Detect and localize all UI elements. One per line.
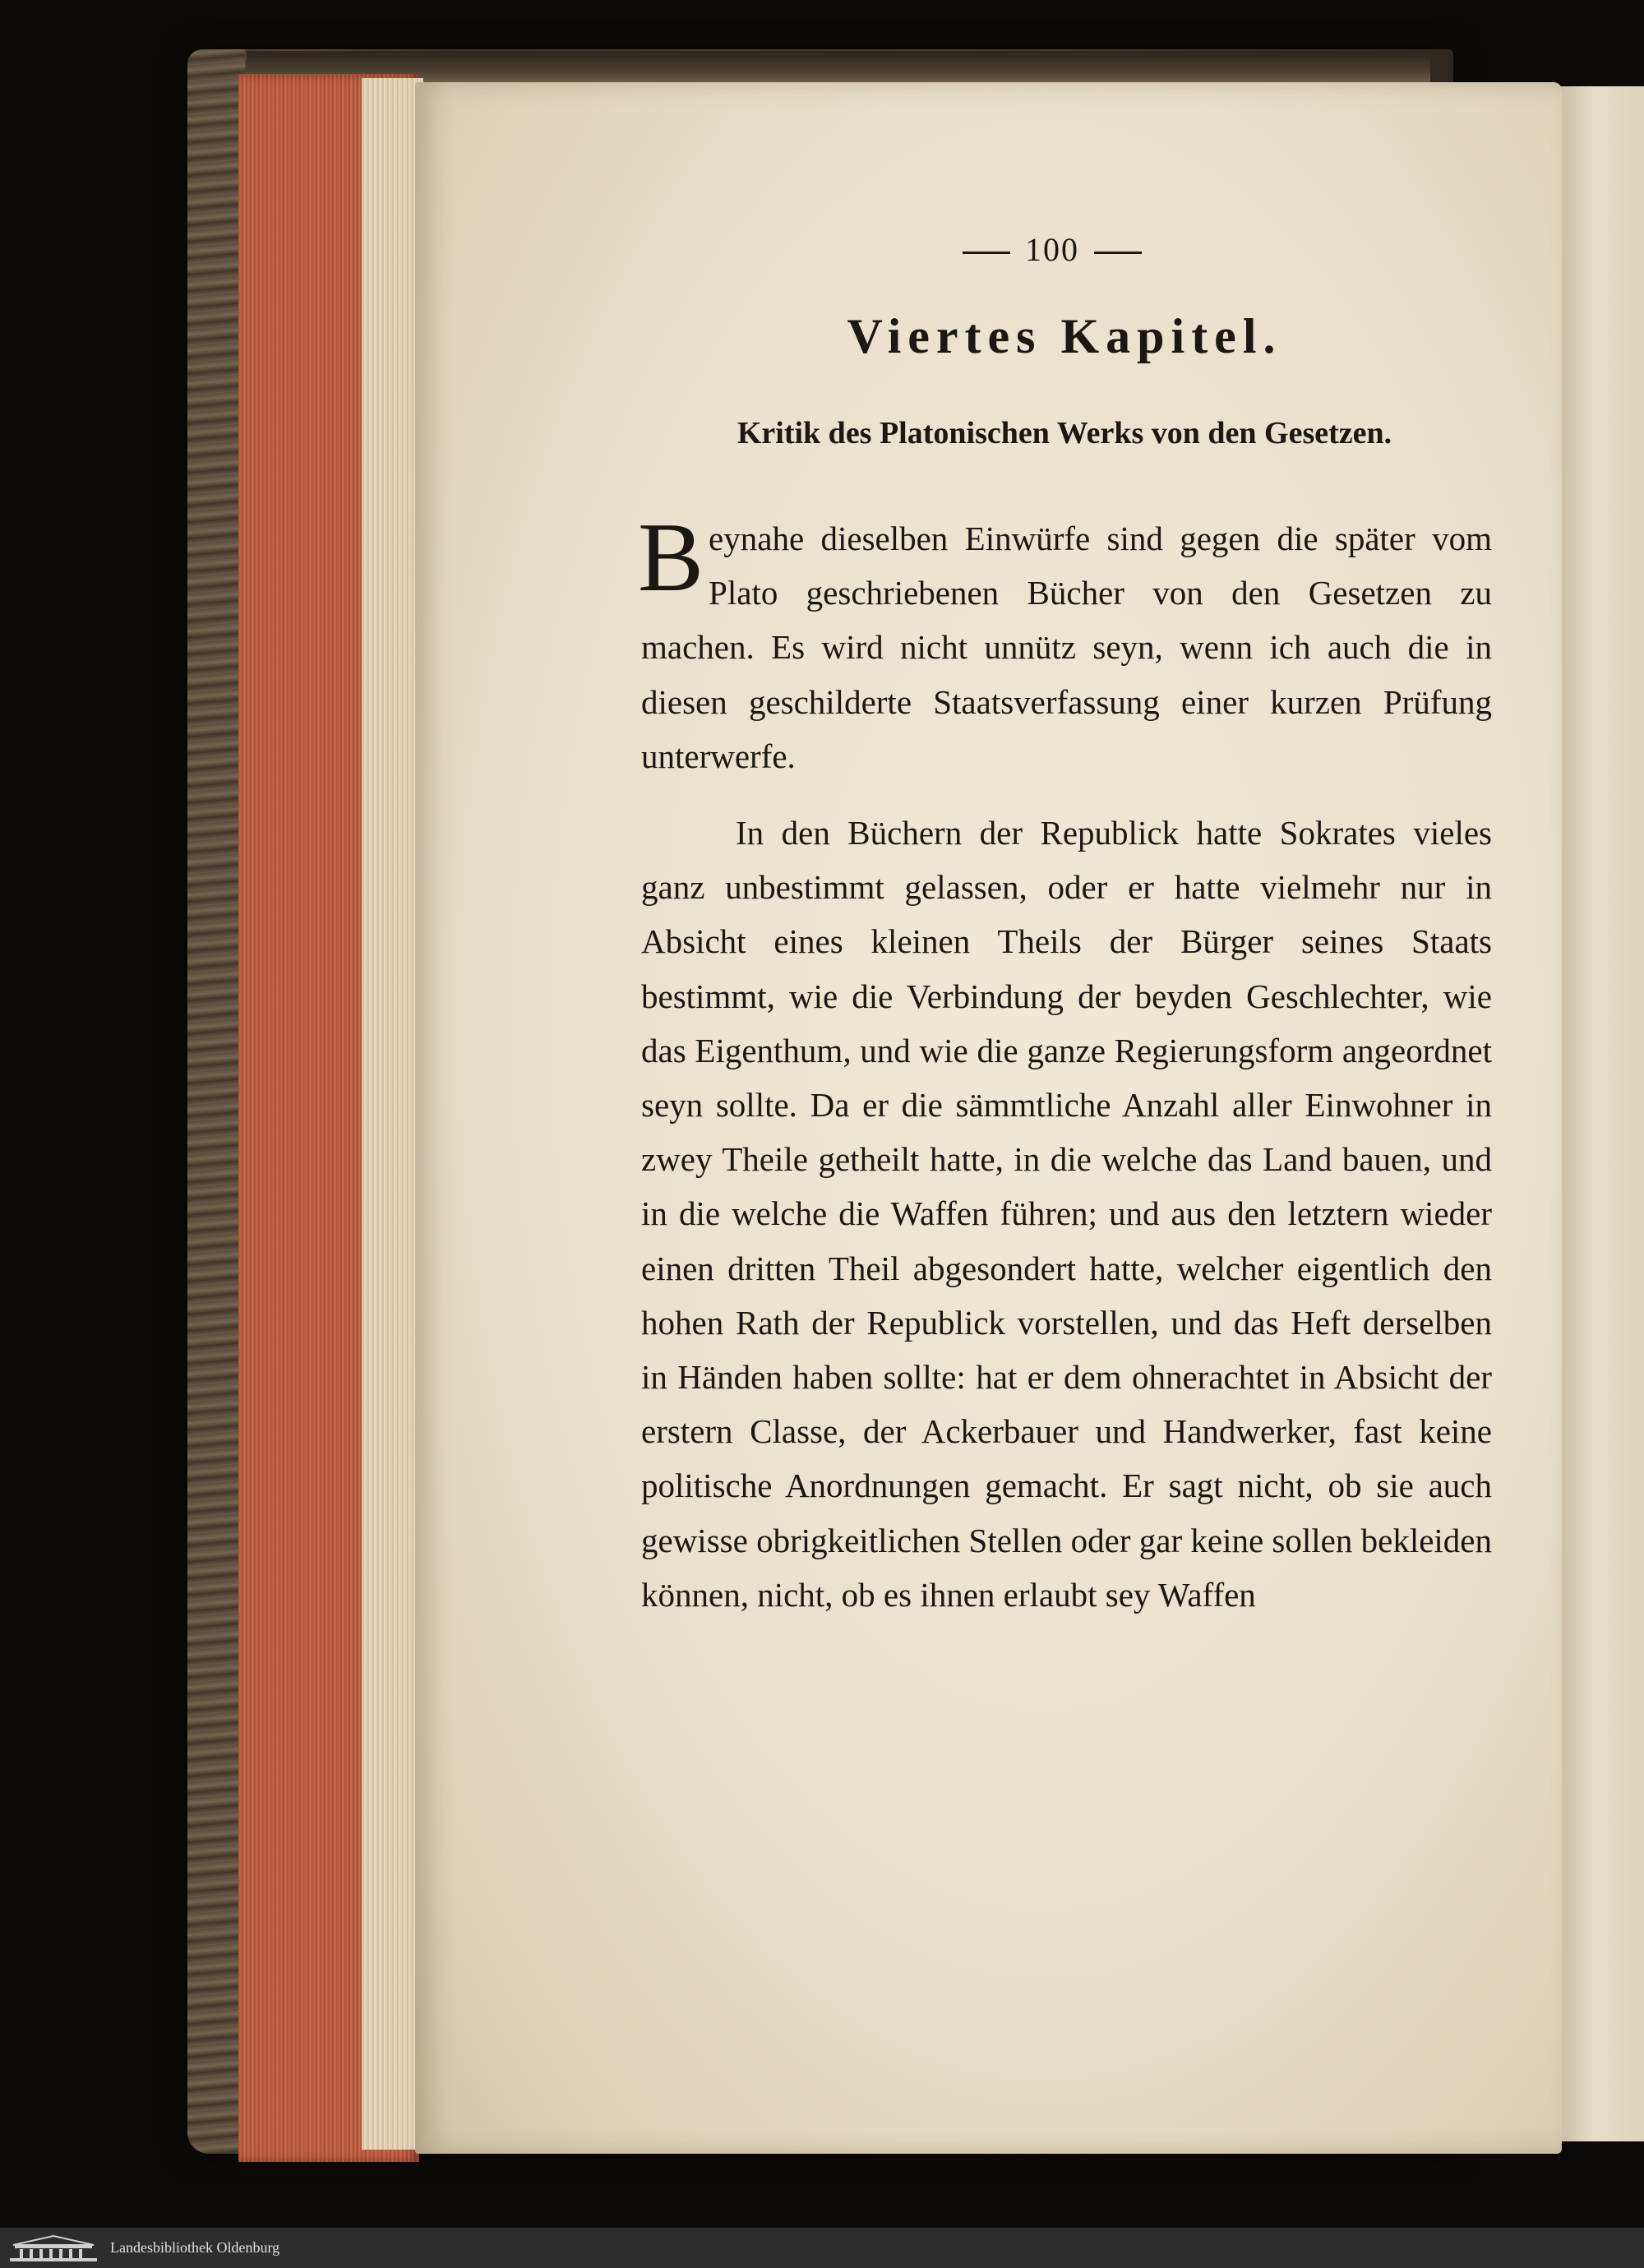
paragraph-1-text: eynahe dieselben Einwürfe sind gegen die später vom Plato geschriebenen Bücher von den Gesetzen zu machen. Es wird nicht unnütz seyn, wenn ich auch die in diesen geschilderte Staatsverfassung einer kurzen Prüfung unterwerfe. [641,520,1492,775]
page-stack-edge [362,78,423,2150]
paragraph-2: In den Büchern der Republick hatte Sokrates vieles ganz unbestimmt gelassen, oder er hatte vielmehr nur in Absicht eines kleinen Theils der Bürger seines Staats bestimmt, wie die Verbindung der beyden Geschlechter, wie das Eigenthum, und wie die ganze Regierungsform angeordnet seyn sollte. Da er die sämmtliche Anzahl aller Einwohner in zwey Theile getheilt hatte, in die welche das Land bauen, und in die welche die Waffen führen; und aus den letztern wieder einen dritten Theil abgesondert hatte, welcher eigentlich den hohen Rath der Republick vorstellen, und das Heft derselben in Händen haben sollte: hat er dem ohnerachtet in Absicht der erstern Classe, der Ackerbauer und Handwerker, fast keine politische Anordnungen gemacht. Er sagt nicht, ob sie auch gewisse obrigkeitlichen Stellen oder gar keine sollen bekleiden können, nicht, ob es ihnen erlaubt sey Waffen [641,814,1492,1614]
library-building-icon [8,2233,99,2263]
drop-cap: B [638,502,704,612]
library-footer-bar [0,2228,1644,2268]
chapter-subheading: Kritik des Platonischen Werks von den Gesetzen. [737,416,1392,450]
page-number [929,230,1175,269]
cover-board-texture [187,49,245,2154]
page-number-value: 100 [1025,231,1079,268]
folio-dash-right [1094,252,1142,254]
facing-page-edge [1558,86,1644,2141]
book-top-edge [247,51,1430,84]
paragraph-1 [638,502,1492,783]
chapter-heading: Viertes Kapitel. [847,309,1282,363]
library-name: Landesbibliothek Oldenburg [110,2239,280,2256]
folio-dash-left [963,252,1010,254]
